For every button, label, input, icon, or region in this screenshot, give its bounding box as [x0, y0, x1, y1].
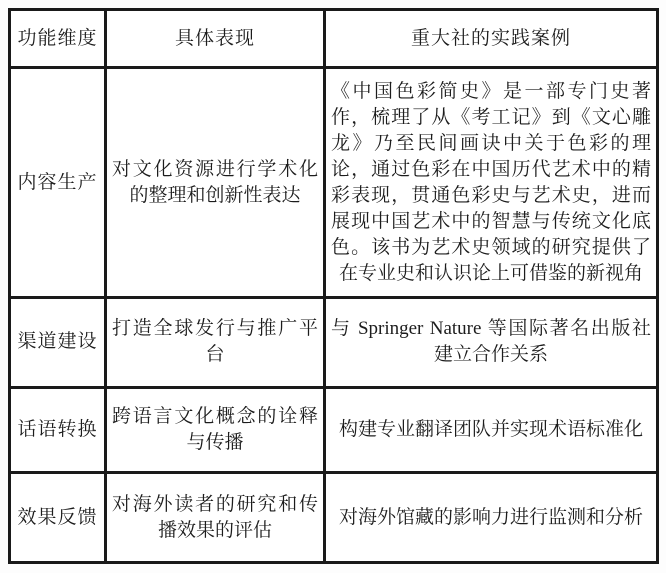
- table-header-row: [10, 10, 658, 68]
- column-header-case: 重大社的实践案例: [325, 10, 658, 68]
- column-header-dimension: 功能维度: [10, 10, 106, 68]
- dimension-cell: 渠道建设: [10, 298, 106, 388]
- performance-cell: 跨语言文化概念的诠释与传播: [106, 387, 325, 473]
- performance-cell: 对海外读者的研究和传播效果的评估: [106, 473, 325, 563]
- case-cell: 构建专业翻译团队并实现术语标准化: [325, 387, 658, 473]
- table-row-channel-building: [10, 298, 658, 388]
- case-cell: 对海外馆藏的影响力进行监测和分析: [325, 473, 658, 563]
- dimension-cell: 内容生产: [10, 68, 106, 298]
- case-cell: 《中国色彩简史》是一部专门史著作，梳理了从《考工记》到《文心雕龙》乃至民间画诀中关于色彩的理论，通过色彩在中国历代艺术中的精彩表现，贯通色彩史与艺术史，进而展现中国艺术中的智慧与传统文化底色。该书为艺术史领域的研究提供了在专业史和认识论上可借鉴的新视角: [325, 68, 658, 298]
- performance-cell: 打造全球发行与推广平台: [106, 298, 325, 388]
- performance-cell: 对文化资源进行学术化的整理和创新性表达: [106, 68, 325, 298]
- case-cell: 与 Springer Nature 等国际著名出版社建立合作关系: [325, 298, 658, 388]
- dimension-cell: 效果反馈: [10, 473, 106, 563]
- table-row-content-production: [10, 68, 658, 298]
- column-header-performance: 具体表现: [106, 10, 325, 68]
- table-row-discourse-conversion: [10, 387, 658, 473]
- table-row-effect-feedback: [10, 473, 658, 563]
- dimension-cell: 话语转换: [10, 387, 106, 473]
- press-practice-table: [8, 8, 659, 564]
